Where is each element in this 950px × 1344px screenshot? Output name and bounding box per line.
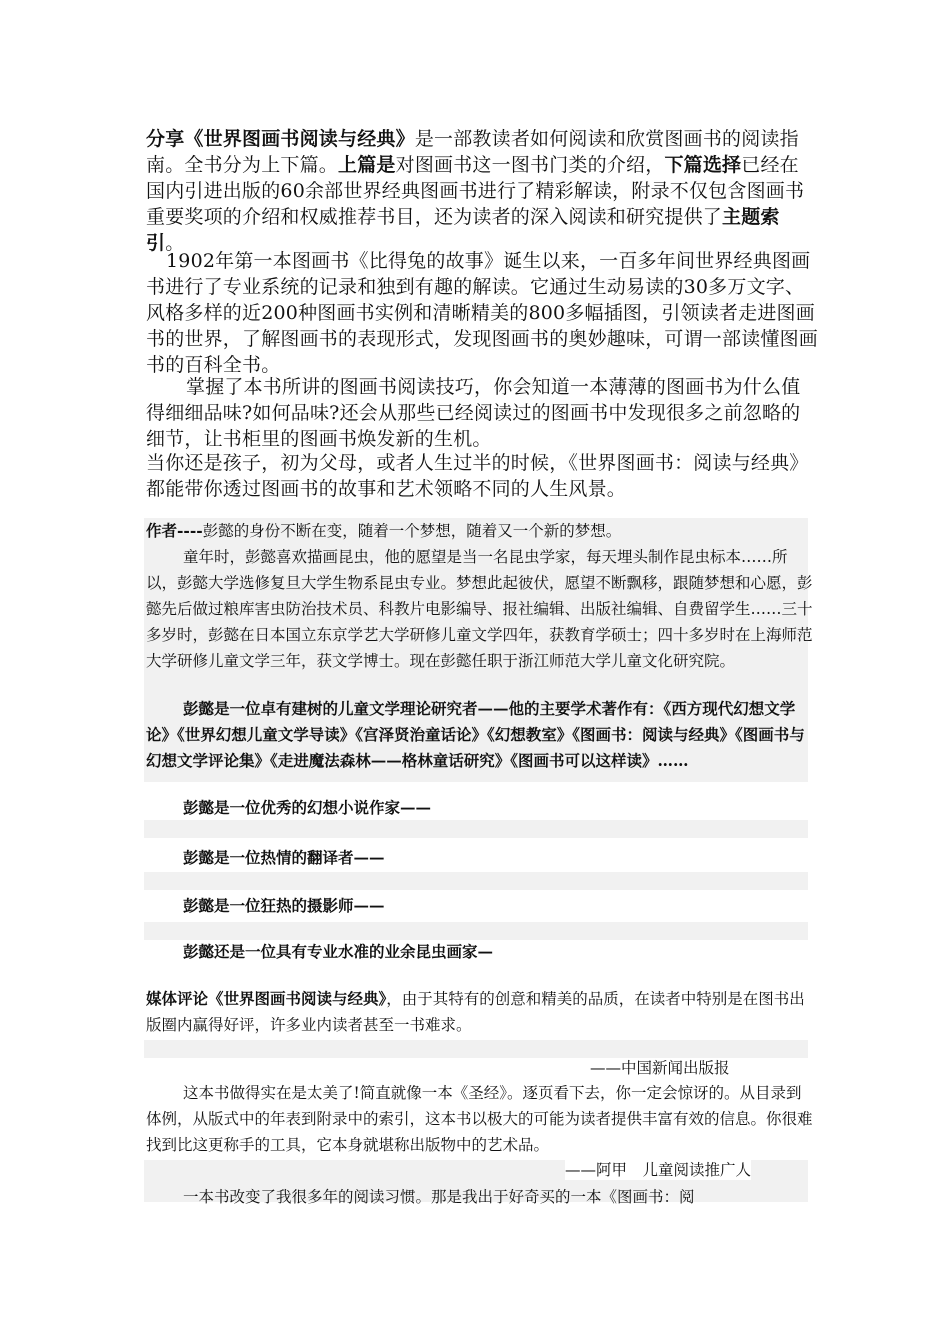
- reviews-heading-text: ，由于其特有的创意和精美的品质，在读者中特别是在图书出版圈内赢得好评，许多业内读者甚至一书难求。: [146, 990, 805, 1034]
- review-3-text: 一本书改变了我很多年的阅读习惯。那是我出于好奇买的一本《图画书：阅: [183, 1188, 695, 1206]
- shade-band-1: [144, 820, 808, 838]
- intro-bold-4: 主题索引: [146, 206, 780, 254]
- intro-bold-3: 下篇选择: [664, 154, 742, 176]
- author-works: 彭懿是一位卓有建树的儿童文学理论研究者——他的主要学术著作有：《西方现代幻想文学论》《世界幻想儿童文学导读》《宫泽贤治童话论》《幻想教室》《图画书：阅读与经典》《图画书与幻想文学评论集》《走进魔法森林——格林童话研究》《图画书可以这样读》……: [146, 699, 805, 770]
- intro-text-1: 是一部教读者如何阅读和欣赏图画书的阅读指南。全书分为上下篇。: [146, 128, 799, 176]
- shade-band-3: [144, 922, 808, 940]
- reviews-heading-label: 媒体评论《世界图画书阅读与经典》: [146, 989, 387, 1008]
- intro-paragraph-1: [146, 126, 818, 256]
- reviews-heading: [146, 986, 814, 1038]
- author-role-photographer: 彭懿是一位狂热的摄影师——: [183, 896, 385, 915]
- intro-paragraph-3: 掌握了本书所讲的图画书阅读技巧，你会知道一本薄薄的图画书为什么值得细细品味?如何品味?还会从那些已经阅读过的图画书中发现很多之前忽略的细节，让书柜里的图画书焕发新的生机。: [146, 376, 801, 450]
- intro-text-4: 。: [165, 232, 185, 254]
- intro-paragraph-4: 当你还是孩子，初为父母，或者人生过半的时候，《世界图画书：阅读与经典》都能带你透过图画书的故事和艺术领略不同的人生风景。: [146, 452, 809, 500]
- author-role-novelist: 彭懿是一位优秀的幻想小说作家——: [183, 798, 432, 817]
- intro-bold-2: 上篇是: [338, 154, 396, 176]
- intro-text-3: 已经在国内引进出版的60余部世界经典图画书进行了精彩解读，附录不仅包含图画书重要奖项的介绍和权威推荐书目，还为读者的深入阅读和研究提供了: [146, 154, 805, 228]
- author-role-translator: 彭懿是一位热情的翻译者——: [183, 848, 385, 867]
- intro-paragraph-2: 1902年第一本图画书《比得兔的故事》诞生以来，一百多年间世界经典图画书进行了专业系统的记录和独到有趣的解读。它通过生动易读的30多万文字、风格多样的近200种图画书实例和清晰精美的800多幅插图，引领读者走进图画书的世界，了解图画书的表现形式，发现图画书的奥妙趣味，可谓一部读懂图画书的百科全书。: [146, 250, 819, 376]
- author-role-painter: 彭懿还是一位具有专业水准的业余昆虫画家—: [183, 942, 494, 961]
- intro-bold-1: 分享《世界图画书阅读与经典》: [146, 128, 415, 150]
- author-bio: 童年时，彭懿喜欢描画昆虫，他的愿望是当一名昆虫学家，每天埋头制作昆虫标本……所以，彭懿大学选修复旦大学生物系昆虫专业。梦想此起彼伏，愿望不断飘移，跟随梦想和心愿，彭懿先后做过粮库害虫防治技术员、科教片电影编导、报社编辑、出版社编辑、自费留学生……三十多岁时，彭懿在日本国立东京学艺大学研修儿童文学四年，获教育学硕士；四十多岁时在上海师范大学研修儿童文学三年，获文学博士。现在彭懿任职于浙江师范大学儿童文化研究院。: [146, 548, 813, 670]
- review-source-1: ——中国新闻出版报: [590, 1059, 730, 1077]
- intro-text-2: 对图画书这一图书门类的介绍，: [395, 154, 665, 176]
- author-heading-label: 作者----: [146, 521, 203, 540]
- review-source-2: ——阿甲 儿童阅读推广人: [565, 1158, 751, 1180]
- review-2-text: 这本书做得实在是太美了!简直就像一本《圣经》。逐页看下去，你一定会惊讶的。从目录到体例，从版式中的年表到附录中的索引，这本书以极大的可能为读者提供丰富有效的信息。你很难找到比这更称手的工具，它本身就堪称出版物中的艺术品。: [146, 1084, 813, 1154]
- shade-band-2: [144, 872, 808, 890]
- author-heading: [146, 518, 814, 544]
- author-heading-text: 彭懿的身份不断在变，随着一个梦想，随着又一个新的梦想。: [202, 522, 622, 540]
